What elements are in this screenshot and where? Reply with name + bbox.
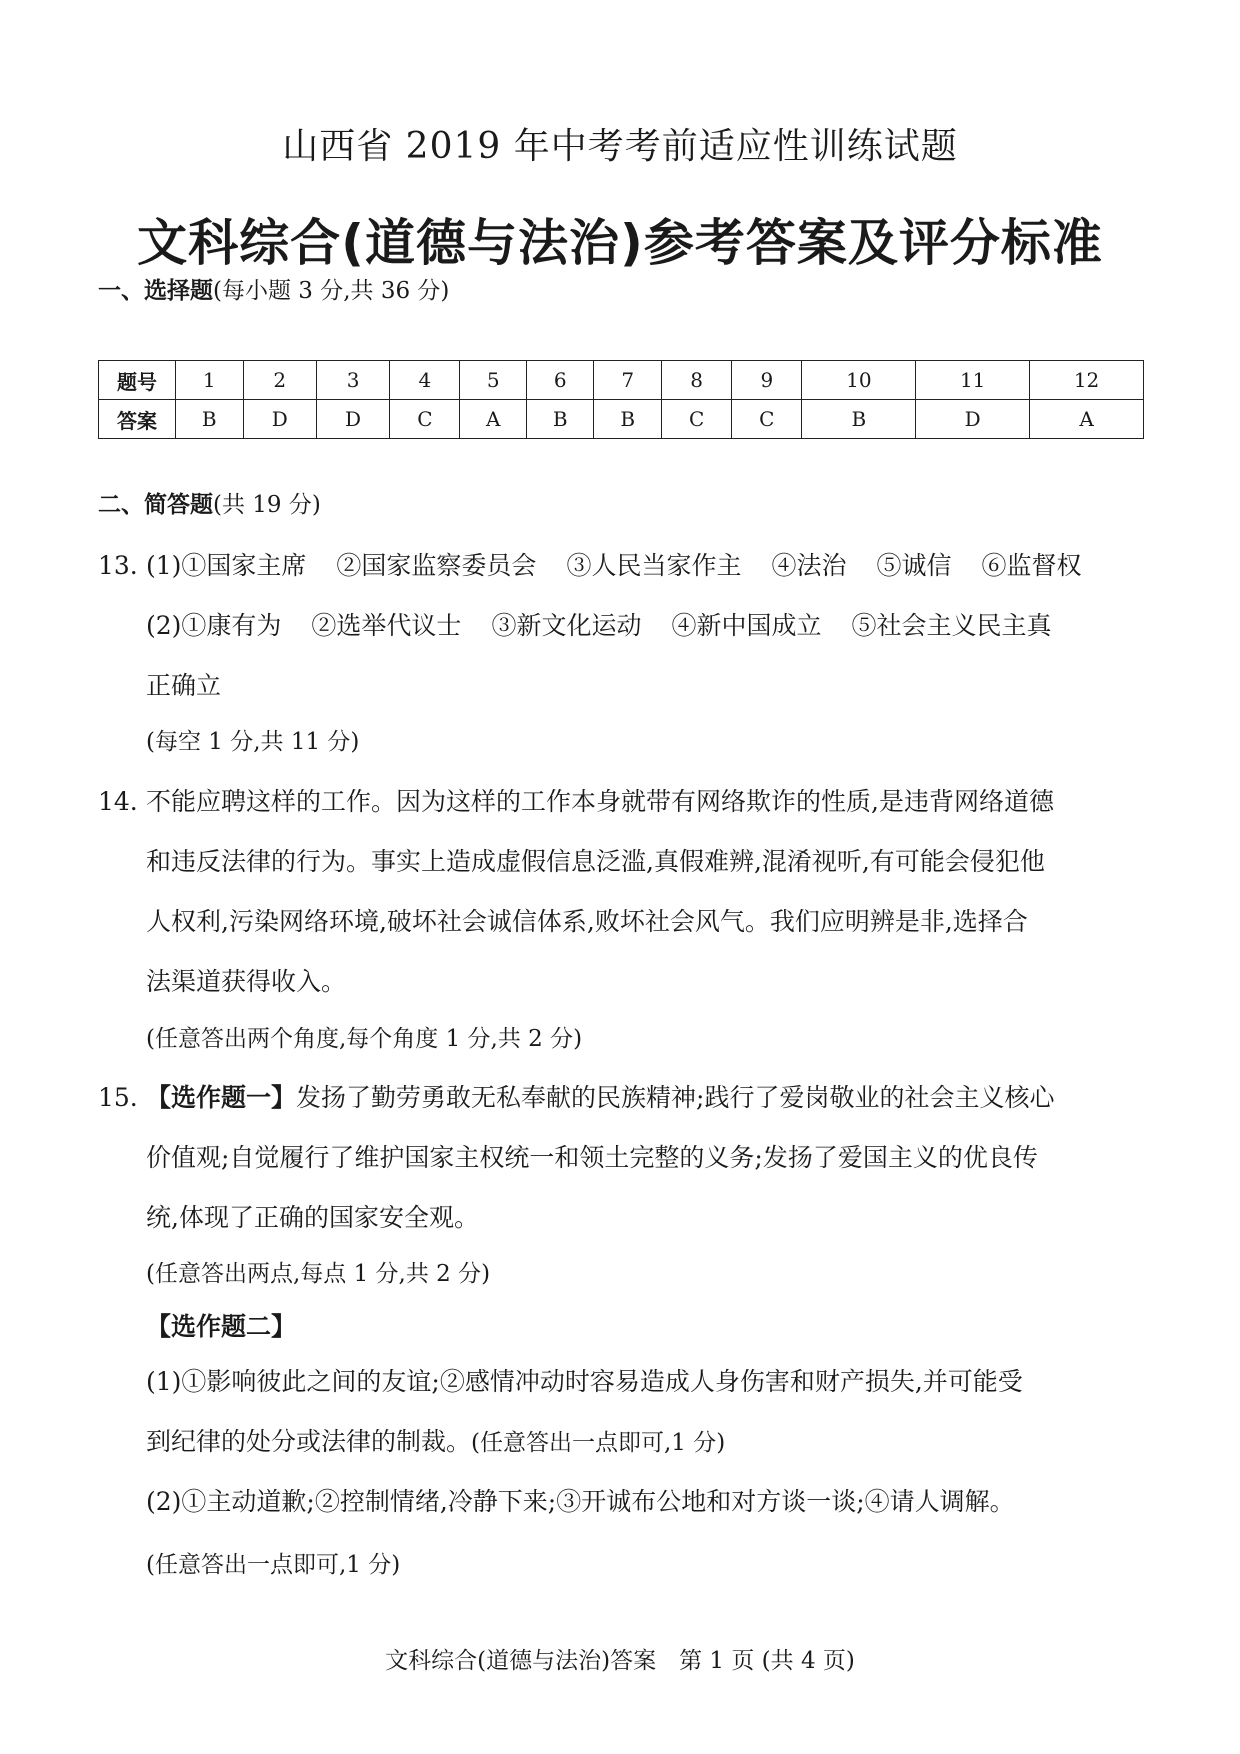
answer-cell: A [1030, 400, 1144, 439]
question-14 [98, 772, 1153, 832]
answer-item: ②选举代议士 [311, 611, 462, 640]
page-footer: 文科综合(道德与法治)答案 第 1 页 (共 4 页) [385, 1648, 855, 1674]
answer-cell: B [802, 400, 916, 439]
answer-item: ④新中国成立 [671, 611, 822, 640]
answer-item: ②国家监察委员会 [336, 551, 537, 580]
table-row-answers [99, 400, 1144, 439]
q15-option2-part1 [146, 1352, 1146, 1473]
answer-item: ⑥监督权 [981, 551, 1082, 580]
table-row-numbers [99, 361, 1144, 400]
answer-line: 价值观;自觉履行了维护国家主权统一和领土完整的义务;发扬了爱国主义的优良传 [146, 1143, 1038, 1172]
answer-item: ④法治 [771, 551, 847, 580]
answer-item: (1)①国家主席 [146, 551, 307, 580]
answer-cell: D [916, 400, 1030, 439]
question-number-cell: 11 [916, 361, 1030, 400]
row-label-number: 题号 [99, 361, 176, 400]
q13-part1 [98, 536, 1153, 596]
section1-title: 一、选择题 [98, 278, 213, 304]
answer-line: 不能应聘这样的工作。因为这样的工作本身就带有网络欺诈的性质,是违背网络道德 [146, 787, 1054, 816]
answer-line: (1)①影响彼此之间的友谊;②感情冲动时容易造成人身伤害和财产损失,并可能受 [146, 1367, 1023, 1396]
answer-cell: C [662, 400, 732, 439]
answer-item: ⑤社会主义民主真 [851, 611, 1052, 640]
section1-note: (每小题 3 分,共 36 分) [213, 278, 450, 304]
question-15 [98, 1068, 1153, 1128]
answer-cell: B [176, 400, 244, 439]
q15-option2-part2-score: (任意答出一点即可,1 分) [146, 1552, 401, 1578]
document-title: 文科综合(道德与法治)参考答案及评分标准 [137, 214, 1103, 272]
option-two-label: 【选作题二】 [146, 1312, 297, 1341]
question-13 [98, 536, 1153, 596]
answer-table [98, 360, 1144, 439]
section2-heading [98, 486, 321, 519]
answer-line: 人权利,污染网络环境,破坏社会诚信体系,败坏社会风气。我们应明辨是非,选择合 [146, 907, 1028, 936]
answer-cell: A [460, 400, 526, 439]
answer-line: 法渠道获得收入。 [146, 967, 347, 996]
answer-line: 发扬了勤劳勇敢无私奉献的民族精神;践行了爱岗敬业的社会主义核心 [296, 1083, 1055, 1112]
question-number-cell: 6 [526, 361, 594, 400]
question-number-cell: 5 [460, 361, 526, 400]
question-number-cell: 4 [390, 361, 460, 400]
answer-item: ③新文化运动 [491, 611, 642, 640]
answer-item: ⑤诚信 [876, 551, 952, 580]
q13-score-note: (每空 1 分,共 11 分) [146, 729, 360, 755]
question-number-cell: 2 [243, 361, 316, 400]
answer-cell: D [316, 400, 389, 439]
q13-part2 [146, 596, 1146, 716]
question-number: 13. [98, 551, 138, 580]
row-label-answer: 答案 [99, 400, 176, 439]
section2-title: 二、简答题 [98, 492, 213, 518]
question-number: 14. [98, 787, 138, 816]
question-number-cell: 1 [176, 361, 244, 400]
q14-score-note: (任意答出两个角度,每个角度 1 分,共 2 分) [146, 1026, 583, 1052]
answer-line: 和违反法律的行为。事实上造成虚假信息泛滥,真假难辨,混淆视听,有可能会侵犯他 [146, 847, 1045, 876]
option-one-label: 【选作题一】 [146, 1083, 297, 1112]
q15-option2-part2 [146, 1472, 1146, 1532]
question-number-cell: 12 [1030, 361, 1144, 400]
answer-item-continued: 正确立 [146, 671, 222, 700]
q15-option1-score-note: (任意答出两点,每点 1 分,共 2 分) [146, 1261, 491, 1287]
question-number-cell: 9 [732, 361, 802, 400]
answer-cell: D [243, 400, 316, 439]
q15-option1-continued [146, 1128, 1146, 1248]
exam-title: 山西省 2019 年中考考前适应性训练试题 [282, 126, 958, 167]
question-number-cell: 3 [316, 361, 389, 400]
q15-option2-part1-score: (任意答出一点即可,1 分) [471, 1430, 726, 1456]
question-number-cell: 8 [662, 361, 732, 400]
answer-line: 统,体现了正确的国家安全观。 [146, 1203, 479, 1232]
answer-item: (2)①康有为 [146, 611, 282, 640]
section1-heading [98, 272, 449, 305]
q14-continued [146, 832, 1146, 1012]
question-number: 15. [98, 1083, 138, 1112]
answer-cell: C [732, 400, 802, 439]
answer-line: (2)①主动道歉;②控制情绪,冷静下来;③开诚布公地和对方谈一谈;④请人调解。 [146, 1487, 1015, 1516]
question-number-cell: 7 [594, 361, 662, 400]
section2-note: (共 19 分) [213, 492, 321, 518]
answer-line: 到纪律的处分或法律的制裁。 [146, 1427, 472, 1456]
answer-item: ③人民当家作主 [566, 551, 742, 580]
answer-cell: B [526, 400, 594, 439]
question-number-cell: 10 [802, 361, 916, 400]
answer-cell: B [594, 400, 662, 439]
answer-cell: C [390, 400, 460, 439]
